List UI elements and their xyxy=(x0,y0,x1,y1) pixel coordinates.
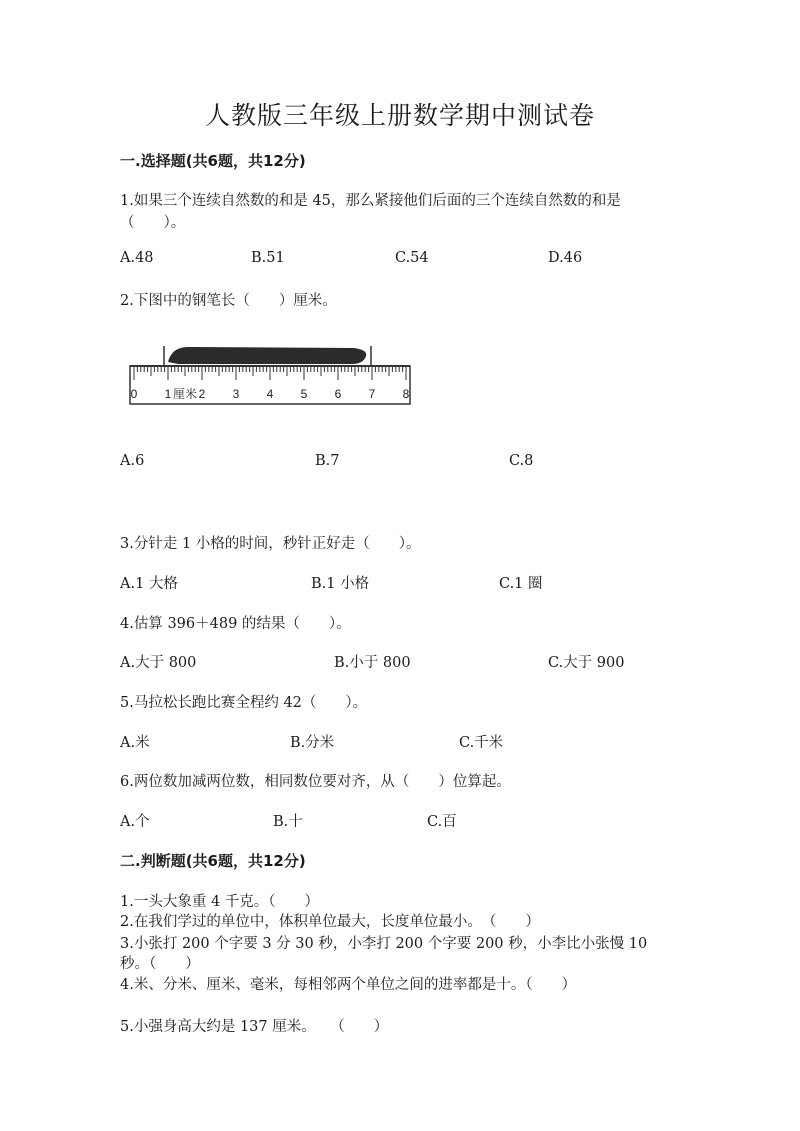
ruler-with-pen-figure xyxy=(128,340,418,406)
judgement-item-2: 2.在我们学过的单位中，体积单位最大，长度单位最小。 （ ） xyxy=(120,914,540,930)
question-6-text: 6.两位数加减两位数，相同数位要对齐，从（ ）位算起。 xyxy=(120,774,511,790)
question-2-option-a[interactable]: A.6 xyxy=(120,453,145,469)
ruler-label: 7 xyxy=(368,387,376,401)
question-1-option-b[interactable]: B.51 xyxy=(251,250,285,266)
question-3-text: 3.分针走 1 小格的时间，秒针正好走（ ）。 xyxy=(120,536,421,552)
ruler-label: 1 xyxy=(164,387,172,401)
question-6-option-a[interactable]: A.个 xyxy=(120,814,150,830)
question-4-text: 4.估算 396＋489 的结果（ ）。 xyxy=(120,616,351,632)
ruler-label: 0 xyxy=(130,387,138,401)
question-5-text: 5.马拉松长跑比赛全程约 42（ ）。 xyxy=(120,695,368,711)
judgement-item-3: 3.小张打 200 个字要 3 分 30 秒，小李打 200 个字要 200 秒，小李比小张慢 10 xyxy=(120,936,648,952)
ruler-label: 2 xyxy=(198,387,206,401)
question-2-option-c[interactable]: C.8 xyxy=(509,453,534,469)
question-5-option-b[interactable]: B.分米 xyxy=(290,735,335,751)
question-1-option-c[interactable]: C.54 xyxy=(395,250,429,266)
ruler-unit-label: 厘米 xyxy=(173,387,198,401)
section-heading-judgement: 二.判断题(共6题，共12分) xyxy=(120,852,306,870)
question-5-option-a[interactable]: A.米 xyxy=(120,735,150,751)
question-2-option-b[interactable]: B.7 xyxy=(315,453,340,469)
question-3-option-a[interactable]: A.1 大格 xyxy=(120,576,178,592)
ruler-label: 5 xyxy=(300,387,308,401)
judgement-item-3-cont: 秒。（ ） xyxy=(120,956,200,972)
question-4-option-c[interactable]: C.大于 900 xyxy=(548,655,625,671)
judgement-item-5: 5.小强身高大约是 137 厘米。 （ ） xyxy=(120,1019,389,1035)
question-5-option-c[interactable]: C.千米 xyxy=(459,735,504,751)
judgement-item-1: 1.一头大象重 4 千克。（ ） xyxy=(120,894,320,910)
pen-shape xyxy=(168,347,366,364)
question-6-option-b[interactable]: B.十 xyxy=(273,814,303,830)
question-3-option-b[interactable]: B.1 小格 xyxy=(311,576,370,592)
section-heading-choice: 一.选择题(共6题，共12分) xyxy=(120,152,306,170)
question-1-option-a[interactable]: A.48 xyxy=(120,250,154,266)
question-3-option-c[interactable]: C.1 圈 xyxy=(499,576,543,592)
ruler-label: 6 xyxy=(334,387,342,401)
ruler-label: 4 xyxy=(266,387,274,401)
page-title: 人教版三年级上册数学期中测试卷 xyxy=(204,101,595,130)
ruler-label: 3 xyxy=(232,387,240,401)
ruler-labels xyxy=(131,386,410,401)
question-4-option-a[interactable]: A.大于 800 xyxy=(120,655,197,671)
question-1-text-cont: （ ）。 xyxy=(120,215,186,231)
judgement-item-4: 4.米、分米、厘米、毫米，每相邻两个单位之间的进率都是十。（ ） xyxy=(120,977,577,993)
ruler-label: 8 xyxy=(402,387,410,401)
question-4-option-b[interactable]: B.小于 800 xyxy=(334,655,411,671)
question-1-option-d[interactable]: D.46 xyxy=(548,250,583,266)
question-6-option-c[interactable]: C.百 xyxy=(427,814,457,830)
question-2-text: 2.下图中的钢笔长（ ）厘米。 xyxy=(120,293,337,309)
question-1-text: 1.如果三个连续自然数的和是 45，那么紧接他们后面的三个连续自然数的和是 xyxy=(120,193,621,209)
